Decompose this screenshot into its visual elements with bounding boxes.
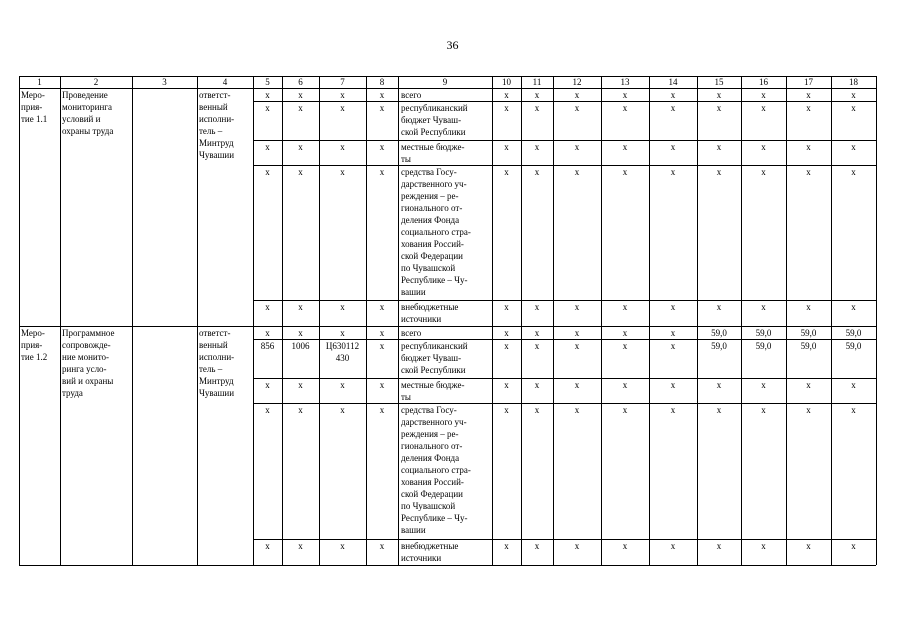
cell-year-value: x: [622, 167, 628, 177]
cell-year-value: x: [622, 541, 628, 551]
cell-year-value: x: [806, 302, 811, 312]
section-bottom-rule: [19, 565, 876, 566]
cell-year-value: 59,0: [711, 341, 727, 351]
cell-year-value: x: [534, 405, 540, 415]
cell-year-value: x: [670, 142, 676, 152]
cell-year-value: x: [574, 103, 580, 113]
cell-grbs: 856: [260, 341, 275, 351]
cell-expense-type: x: [379, 103, 385, 113]
funding-source: республиканский бюджет Чуваш- ской Республики: [401, 103, 468, 137]
cell-target-item: x: [340, 302, 345, 312]
cell-target-item: x: [340, 328, 345, 338]
cell-year-value: x: [670, 328, 676, 338]
cell-year-value: 59,0: [845, 328, 862, 338]
cell-expense-type: x: [379, 328, 385, 338]
column-header-10: 10: [502, 77, 511, 87]
cell-expense-type: x: [379, 380, 385, 390]
cell-year-value: x: [716, 405, 722, 415]
cell-year-value: x: [574, 90, 580, 100]
cell-grbs: x: [265, 541, 270, 551]
cell-year-value: x: [761, 405, 766, 415]
cell-year-value: x: [806, 380, 811, 390]
cell-grbs: x: [265, 405, 270, 415]
cell-year-value: x: [806, 142, 811, 152]
cell-year-value: x: [534, 103, 540, 113]
cell-year-value: 59,0: [755, 328, 772, 338]
cell-year-value: x: [622, 328, 628, 338]
column-header-16: 16: [759, 77, 768, 87]
cell-year-value: x: [670, 380, 676, 390]
column-header-2: 2: [93, 77, 99, 87]
cell-section-code: x: [298, 167, 303, 177]
cell-year-value: x: [761, 167, 766, 177]
column-header-7: 7: [340, 77, 345, 87]
cell-year-value: x: [504, 90, 509, 100]
cell-year-value: x: [670, 302, 676, 312]
cell-year-value: x: [851, 103, 856, 113]
cell-grbs: x: [265, 142, 270, 152]
column-header-11: 11: [532, 77, 542, 87]
cell-year-value: x: [806, 90, 811, 100]
cell-year-value: x: [761, 103, 766, 113]
column-header-18: 18: [849, 77, 858, 87]
cell-year-value: x: [574, 380, 580, 390]
cell-year-value: x: [504, 405, 509, 415]
cell-year-value: x: [534, 302, 540, 312]
cell-target-item: Ц630112 430: [325, 341, 360, 363]
cell-target-item: x: [340, 380, 345, 390]
cell-target-item: x: [340, 405, 345, 415]
cell-target-item: x: [340, 541, 345, 551]
cell-grbs: x: [265, 167, 270, 177]
cell-year-value: x: [534, 541, 540, 551]
cell-year-value: x: [622, 103, 628, 113]
column-rule-8: [398, 76, 399, 565]
cell-year-value: x: [574, 167, 580, 177]
cell-year-value: x: [670, 103, 676, 113]
cell-section-code: x: [298, 541, 303, 551]
cell-year-value: x: [504, 341, 509, 351]
cell-year-value: x: [504, 302, 509, 312]
column-rule-18: [876, 76, 877, 565]
cell-year-value: x: [670, 341, 676, 351]
funding-source: всего: [401, 90, 422, 100]
funding-source: местные бюдже- ты: [401, 380, 465, 402]
cell-year-value: x: [851, 541, 856, 551]
cell-year-value: x: [622, 142, 628, 152]
cell-year-value: x: [670, 90, 676, 100]
cell-year-value: x: [670, 541, 676, 551]
cell-section-code: x: [298, 302, 303, 312]
cell-year-value: x: [851, 405, 856, 415]
cell-year-value: x: [504, 167, 509, 177]
measure-name: Программное сопровожде- ние монито- ринга усло- вий и охраны труда: [62, 328, 115, 398]
cell-grbs: x: [265, 103, 270, 113]
cell-year-value: x: [670, 167, 676, 177]
cell-grbs: x: [265, 302, 270, 312]
funding-source: средства Госу- дарственного уч- реждения – ре- гионального от- деления Фонда социального стра- хования Россий- ской Федерации по Чувашской Республике – Чу- вашии: [401, 405, 471, 535]
cell-section-code: x: [298, 103, 303, 113]
cell-year-value: 59,0: [755, 341, 772, 351]
column-header-6: 6: [298, 77, 303, 87]
cell-year-value: x: [574, 328, 580, 338]
cell-target-item: x: [340, 90, 345, 100]
cell-year-value: x: [851, 142, 856, 152]
responsible-executor: ответст- венный исполни- тель – Минтруд Чувашии: [199, 328, 235, 398]
cell-year-value: x: [622, 380, 628, 390]
cell-year-value: x: [761, 380, 766, 390]
cell-year-value: x: [504, 103, 509, 113]
cell-grbs: x: [265, 380, 270, 390]
cell-year-value: 59,0: [800, 341, 817, 351]
measure-code: Меро- прия- тие 1.2: [21, 328, 48, 362]
cell-year-value: x: [716, 167, 722, 177]
column-header-4: 4: [222, 77, 228, 87]
cell-section-code: x: [298, 328, 303, 338]
cell-year-value: x: [761, 142, 766, 152]
cell-year-value: x: [716, 380, 722, 390]
funding-source: всего: [401, 328, 422, 338]
cell-year-value: x: [716, 103, 722, 113]
column-header-17: 17: [804, 77, 813, 87]
cell-section-code: 1006: [291, 341, 310, 351]
cell-year-value: x: [534, 167, 540, 177]
cell-year-value: x: [716, 302, 722, 312]
cell-grbs: x: [265, 328, 270, 338]
cell-year-value: x: [806, 103, 811, 113]
cell-year-value: x: [574, 541, 580, 551]
cell-year-value: x: [504, 142, 509, 152]
cell-year-value: x: [806, 405, 811, 415]
cell-year-value: x: [716, 142, 722, 152]
cell-target-item: x: [340, 103, 345, 113]
column-header-13: 13: [620, 77, 630, 87]
cell-year-value: x: [574, 142, 580, 152]
page-number: 36: [446, 38, 459, 52]
column-header-12: 12: [572, 77, 582, 87]
funding-source: внебюджетные источники: [401, 541, 459, 563]
column-rule-0: [19, 76, 20, 565]
cell-year-value: 59,0: [711, 328, 727, 338]
cell-year-value: x: [534, 380, 540, 390]
cell-expense-type: x: [379, 341, 385, 351]
column-header-8: 8: [379, 77, 385, 87]
cell-year-value: x: [851, 302, 856, 312]
cell-expense-type: x: [379, 142, 385, 152]
cell-year-value: x: [534, 90, 540, 100]
cell-year-value: x: [574, 405, 580, 415]
cell-year-value: 59,0: [845, 341, 862, 351]
cell-expense-type: x: [379, 90, 385, 100]
cell-year-value: x: [806, 541, 811, 551]
column-header-5: 5: [265, 77, 270, 87]
column-header-3: 3: [162, 77, 167, 87]
funding-source: средства Госу- дарственного уч- реждения – ре- гионального от- деления Фонда социального стра- хования Россий- ской Федерации по Чувашской Республике – Чу- вашии: [401, 167, 471, 297]
cell-year-value: x: [504, 328, 509, 338]
column-rule-3: [197, 76, 198, 565]
cell-year-value: x: [574, 341, 580, 351]
cell-year-value: x: [851, 90, 856, 100]
cell-year-value: x: [574, 302, 580, 312]
cell-year-value: x: [622, 302, 628, 312]
cell-year-value: 59,0: [800, 328, 817, 338]
cell-grbs: x: [265, 90, 270, 100]
cell-year-value: x: [761, 541, 766, 551]
cell-year-value: x: [670, 405, 676, 415]
cell-year-value: x: [622, 405, 628, 415]
cell-year-value: x: [622, 90, 628, 100]
cell-target-item: x: [340, 167, 345, 177]
cell-year-value: x: [716, 90, 722, 100]
cell-year-value: x: [851, 380, 856, 390]
column-rule-2: [132, 76, 133, 565]
cell-section-code: x: [298, 90, 303, 100]
cell-section-code: x: [298, 142, 303, 152]
measure-name: Проведение мониторинга условий и охраны труда: [62, 90, 114, 136]
cell-year-value: x: [622, 341, 628, 351]
responsible-executor: ответст- венный исполни- тель – Минтруд Чувашии: [199, 90, 235, 160]
measure-code: Меро- прия- тие 1.1: [21, 90, 48, 124]
column-header-1: 1: [37, 77, 42, 87]
cell-expense-type: x: [379, 302, 385, 312]
cell-section-code: x: [298, 380, 303, 390]
column-rule-1: [60, 76, 61, 565]
cell-year-value: x: [761, 302, 766, 312]
cell-year-value: x: [851, 167, 856, 177]
cell-year-value: x: [534, 328, 540, 338]
funding-source: местные бюдже- ты: [401, 142, 465, 164]
cell-expense-type: x: [379, 541, 385, 551]
cell-expense-type: x: [379, 167, 385, 177]
cell-year-value: x: [504, 380, 509, 390]
cell-year-value: x: [761, 90, 766, 100]
cell-target-item: x: [340, 142, 345, 152]
funding-source: республиканский бюджет Чуваш- ской Республики: [401, 341, 468, 375]
cell-year-value: x: [534, 142, 540, 152]
cell-year-value: x: [806, 167, 811, 177]
column-header-14: 14: [668, 77, 678, 87]
column-header-9: 9: [442, 77, 448, 87]
cell-section-code: x: [298, 405, 303, 415]
cell-expense-type: x: [379, 405, 385, 415]
cell-year-value: x: [504, 541, 509, 551]
cell-year-value: x: [534, 341, 540, 351]
funding-source: внебюджетные источники: [401, 302, 459, 324]
cell-year-value: x: [716, 541, 722, 551]
column-header-15: 15: [714, 77, 724, 87]
